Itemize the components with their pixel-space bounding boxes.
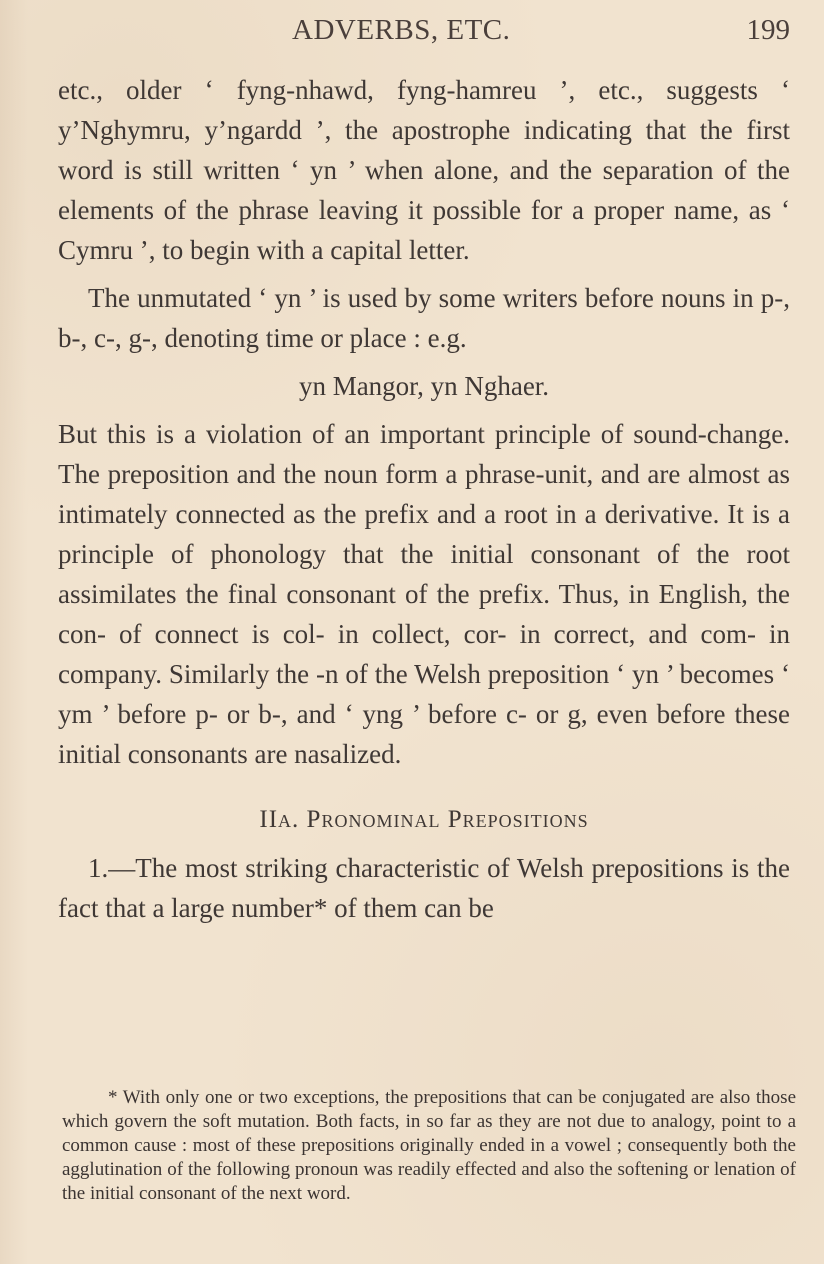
main-text — [58, 70, 790, 928]
paragraph-4: 1.—The most striking characteristic of Welsh prepositions is the fact that a large number* of them can be — [58, 853, 790, 923]
page-edge-shadow — [0, 0, 28, 1264]
page-header — [58, 14, 790, 54]
paragraph-2: The unmutated ‘ yn ’ is used by some writers before nouns in p-, b-, c-, g-, denoting time or place : e.g. — [58, 283, 790, 353]
footnote — [62, 1086, 796, 1206]
paragraph-1: etc., older ‘ fyng-nhawd, fyng-hamreu ’, etc., suggests ‘ y’Nghymru, y’ngardd ’, the apostrophe indicating that the first word is still written ‘ yn ’ when alone, and the separation of the elements of the phrase leaving it possible for a proper name, as ‘ Cymru ’, to begin with a capital letter. — [58, 75, 790, 265]
example-line: yn Mangor, yn Nghaer. — [298, 371, 550, 401]
section-heading: IIa. Pronominal Prepositions — [259, 806, 589, 833]
running-head: ADVERBS, ETC. — [292, 14, 511, 46]
footnote-text: * With only one or two exceptions, the prepositions that can be conjugated are also those which govern the soft mutation. Both facts, in so far as they are not due to analogy, point to a common cause : most of these prepositions originally ended in a vowel ; consequently both the agglutination of the following pronoun was readily effected and also the softening or lenation of the initial consonant of the next word. — [62, 1087, 796, 1204]
paragraph-3: But this is a violation of an important principle of sound-change. The preposition and the noun form a phrase-unit, and are almost as intimately connected as the prefix and a root in a derivative. It is a principle of phonology that the initial consonant of the root assimilates the final consonant of the prefix. Thus, in English, the con- of connect is col- in collect, cor- in correct, and com- in company. Similarly the -n of the Welsh preposition ‘ yn ’ becomes ‘ ym ’ before p- or b-, and ‘ yng ’ before c- or g, even before these initial consonants are nasalized. — [58, 419, 790, 769]
page-number: 199 — [746, 14, 790, 46]
